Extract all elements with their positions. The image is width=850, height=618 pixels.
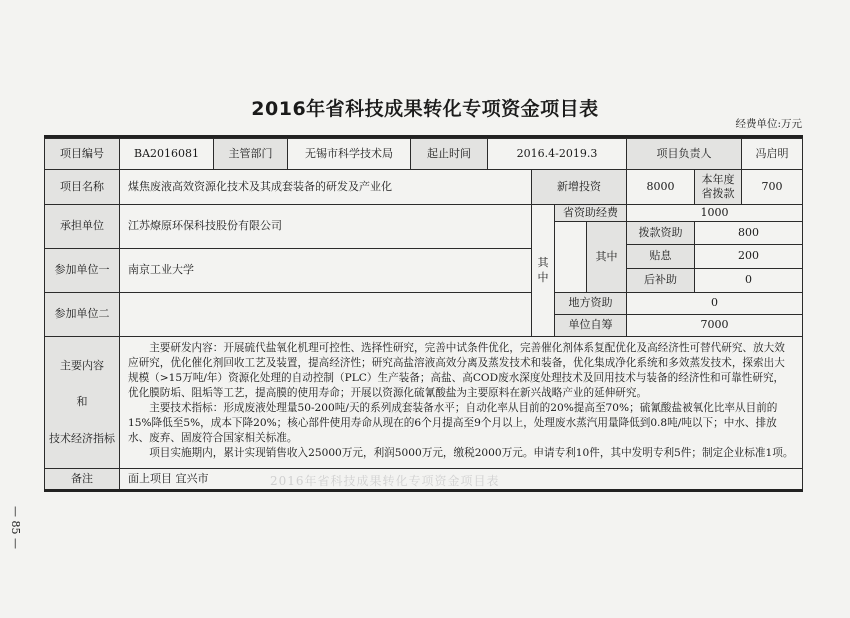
leader-value: 冯启明	[741, 138, 803, 170]
project-name-label: 项目名称	[44, 169, 120, 205]
grant-label: 拨款资助	[626, 221, 695, 245]
funding-unit: 经费单位:万元	[735, 118, 802, 130]
local-fund-value: 0	[626, 292, 803, 315]
among-label: 其 中	[531, 204, 555, 337]
content-paragraph-2: 主要技术指标：形成废液处理量50-200吨/天的系列成套装备水平；自动化率从目前的20%提高至70%；硫氰酸盐被氧化比率从目前的15%降低至5%，成本下降20%；核心部件使用寿命从现在的6个月提高至9个月以上，处理废水蒸汽用量降低到0.8吨/吨以下；中水、排放水、废弃、固废符合国家相关标准。	[128, 402, 778, 445]
interest-value: 200	[694, 244, 803, 269]
year-alloc-value: 700	[741, 169, 803, 205]
year-alloc-label: 本年度 省拨款	[694, 169, 742, 205]
self-fund-label: 单位自筹	[554, 314, 627, 337]
remark-label: 备注	[44, 468, 120, 490]
leader-label: 项目负责人	[626, 138, 742, 170]
content-paragraph-1: 主要研发内容：开展硫代盐氧化机理可控性、选择性研究，完善中试条件优化，完善催化剂体系复配优化及高经济性可替代研究、放大效应研究，优化催化剂回收工艺及装置，提高经济性；研究高盐溶液高效分离及蒸发技术和装备，优化集成净化系统和多效蒸发技术，探索出大规模（>15万吨/年）资源化处理的自动控制（PLC）生产装备；高盐、高COD废水深度处理技术及回用技术与装备的经济性和可靠性研究，优化膜防垢、阻垢等工艺，提高膜的使用寿命；开展以资源化硫氰酸盐为主要原料在新兴战略产业的延伸研究。	[128, 342, 785, 400]
partner1-value: 南京工业大学	[119, 248, 532, 293]
sub-among-label: 其中	[586, 221, 627, 293]
project-code-value: BA2016081	[119, 138, 214, 170]
bleed-through-text: 2016年省科技成果转化专项资金项目表	[270, 474, 500, 488]
undertaker-label: 承担单位	[44, 204, 120, 249]
remark-value: 面上项目 宜兴市	[119, 468, 803, 490]
local-fund-label: 地方资助	[554, 292, 627, 315]
subsidy-value: 0	[694, 268, 803, 293]
content-paragraph-3: 项目实施期内，累计实现销售收入25000万元，利润5000万元，缴税2000万元。申请专利10件，其中发明专利5件；制定企业标准1项。	[149, 447, 794, 460]
new-invest-label: 新增投资	[531, 169, 627, 205]
project-name-value: 煤焦废液高效资源化技术及其成套装备的研发及产业化	[119, 169, 532, 205]
new-invest-value: 8000	[626, 169, 695, 205]
dept-value: 无锡市科学技术局	[287, 138, 411, 170]
grant-value: 800	[694, 221, 803, 245]
sub-among-spacer	[554, 221, 587, 293]
dept-label: 主管部门	[213, 138, 288, 170]
page-number: — 85 —	[9, 506, 22, 549]
period-value: 2016.4-2019.3	[487, 138, 627, 170]
self-fund-value: 7000	[626, 314, 803, 337]
prov-fund-label: 省资助经费	[554, 204, 627, 222]
period-label: 起止时间	[410, 138, 488, 170]
partner2-label: 参加单位二	[44, 292, 120, 337]
undertaker-value: 江苏燎原环保科技股份有限公司	[119, 204, 532, 249]
project-code-label: 项目编号	[44, 138, 120, 170]
subsidy-label: 后补助	[626, 268, 695, 293]
partner2-value	[119, 292, 532, 337]
interest-label: 贴息	[626, 244, 695, 269]
table-bottom-rule	[44, 489, 803, 492]
content-text	[119, 336, 803, 469]
content-label: 主要内容 和 技术经济指标	[44, 336, 120, 469]
page-title: 2016年省科技成果转化专项资金项目表	[251, 98, 599, 120]
partner1-label: 参加单位一	[44, 248, 120, 293]
prov-fund-value: 1000	[626, 204, 803, 222]
